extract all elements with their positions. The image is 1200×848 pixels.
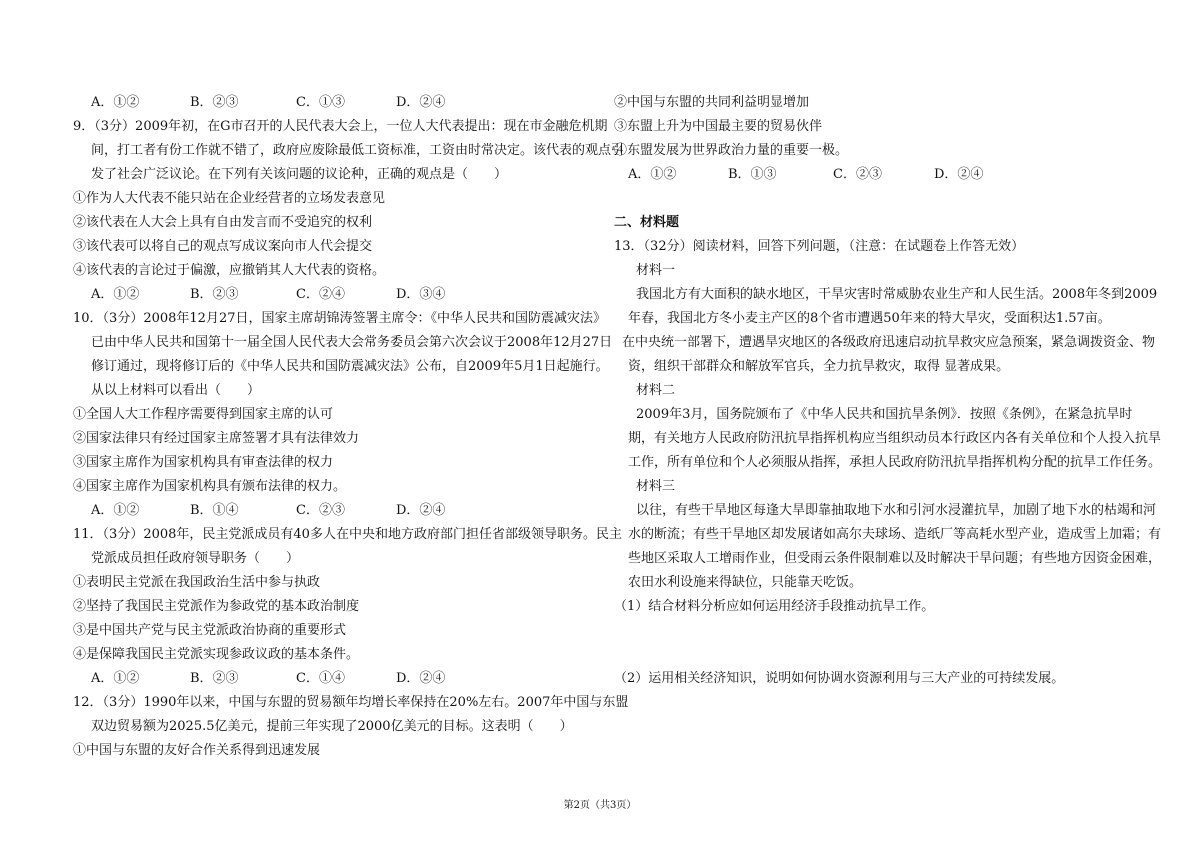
q10-stem-line: 修订通过，现将修订后的《中华人民共和国防震减灾法》公布，自2009年5月1日起施行。 <box>91 359 609 374</box>
q13-intro: 13．（32分）阅读材料，回答下列问题，（注意：在试题卷上作答无效） <box>614 239 1025 254</box>
material-3-line: 以往，有些干旱地区每逢大旱即靠抽取地下水和引河水浸灌抗旱，加剧了地下水的枯竭和河 <box>636 503 1157 518</box>
q10-option-b: B．①④ <box>190 503 239 518</box>
q11-item: ③是中国共产党与民主党派政治协商的重要形式 <box>73 623 347 638</box>
q9-item: ④该代表的言论过于偏激，应撤销其人大代表的资格。 <box>73 263 386 278</box>
q10-stem-line: 从以上材料可以看出（ ） <box>91 383 261 398</box>
q12-option-d: D．②④ <box>934 167 984 182</box>
q10-item: ②国家法律只有经过国家主席签署才具有法律效力 <box>73 431 360 446</box>
q12-item: ②中国与东盟的共同利益明显增加 <box>614 95 810 110</box>
q10-item: ④国家主席作为国家机构具有颁布法律的权力。 <box>73 479 347 494</box>
material-1-line: 资，组织干部群众和解放军官兵，全力抗旱救灾，取得 显著成果。 <box>628 359 1010 374</box>
q12-option-a: A．①② <box>628 167 677 182</box>
material-1-line: 在中央统一部署下，遭遇旱灾地区的各级政府迅速启动抗旱救灾应急预案，紧急调拨资金、物 <box>622 335 1156 350</box>
material-2-line: 期，有关地方人民政府防汛抗旱指挥机构应当组织动员本行政区内各有关单位和个人投入抗旱 <box>628 431 1162 446</box>
q9-option-a: A．①② <box>91 287 140 302</box>
material-1-line: 我国北方有大面积的缺水地区，干旱灾害时常威胁农业生产和人民生活。2008年冬到2009 <box>636 287 1158 302</box>
section-title: 二、材料题 <box>614 215 680 230</box>
material-1-line: 年春，我国北方冬小麦主产区的8个省市遭遇50年来的特大旱灾，受面积达1.57亩。 <box>628 311 1111 326</box>
q12-option-b: B．①③ <box>728 167 777 182</box>
q11-option-c: C．①④ <box>296 671 345 686</box>
q9-option-c: C．②④ <box>296 287 345 302</box>
material-3-title: 材料三 <box>636 479 676 494</box>
q11-stem-line: 党派成员担任政府领导职务（ ） <box>91 551 300 566</box>
q11-item: ②坚持了我国民主党派作为参政党的基本政治制度 <box>73 599 360 614</box>
q9-item: ②该代表在人大会上具有自由发言而不受追究的权利 <box>73 215 373 230</box>
q10-option-a: A．①② <box>91 503 140 518</box>
q9-stem-line: 9．（3分）2009年初，在G市召开的人民代表大会上，一位人大代表提出：现在市金融危机期 <box>73 119 608 134</box>
q12-item: ④东盟发展为世界政治力量的重要一极。 <box>614 143 849 158</box>
q13-sub-question-2: （2）运用相关经济知识，说明如何协调水资源利用与三大产业的可持续发展。 <box>614 671 1065 686</box>
q11-item: ①表明民主党派在我国政治生活中参与执政 <box>73 575 321 590</box>
q9-stem-line: 间，打工者有份工作就不错了，政府应废除最低工资标准，工资由时常决定。该代表的观点引 <box>91 143 625 158</box>
q9-option-b: B．②③ <box>190 287 239 302</box>
q12-item: ③东盟上升为中国最主要的贸易伙伴 <box>614 119 823 134</box>
q12-item: ①中国与东盟的友好合作关系得到迅速发展 <box>73 743 321 758</box>
q11-option-b: B．②③ <box>190 671 239 686</box>
q9-stem-line: 发了社会广泛议论。在下列有关该问题的议论种，正确的观点是（ ） <box>91 167 508 182</box>
q8-option-b: B．②③ <box>190 95 239 110</box>
material-3-line: 农田水利设施来得缺位，只能靠天吃饭。 <box>628 575 863 590</box>
q11-stem-line: 11．（3分）2008年，民主党派成员有40多人在中央和地方政府部门担任省部级领导职务。民主 <box>73 527 622 542</box>
material-3-line: 些地区采取人工增雨作业，但受雨云条件限制难以及时解决干旱问题；有些地方因资金困难， <box>628 551 1162 566</box>
q8-option-c: C．①③ <box>296 95 345 110</box>
material-2-line: 2009年3月，国务院颁布了《中华人民共和国抗旱条例》．按照《条例》，在紧急抗旱时 <box>636 407 1133 422</box>
material-1-title: 材料一 <box>636 263 676 278</box>
material-2-line: 工作，所有单位和个人必须服从指挥，承担人民政府防汛抗旱指挥机构分配的抗旱工作任务。 <box>628 455 1162 470</box>
q10-stem-line: 10．（3分）2008年12月27日，国家主席胡锦涛签署主席令：《中华人民共和国防震减灾法》 <box>73 311 606 326</box>
q10-option-d: D．②④ <box>396 503 446 518</box>
material-3-line: 水的断流；有些干旱地区却发展诸如高尔夫球场、造纸厂等高耗水型产业，造成雪上加霜；有 <box>628 527 1162 542</box>
q11-item: ④是保障我国民主党派实现参政议政的基本条件。 <box>73 647 360 662</box>
q10-stem-line: 已由中华人民共和国第十一届全国人民代表大会常务委员会第六次会议于2008年12月27日 <box>91 335 613 350</box>
q8-option-a: A．①② <box>91 95 140 110</box>
q11-option-a: A．①② <box>91 671 140 686</box>
q8-option-d: D．②④ <box>396 95 446 110</box>
q12-stem-line: 12．（3分）1990年以来，中国与东盟的贸易额年均增长率保持在20%左右。2007年中国与东盟 <box>73 695 629 710</box>
q10-item: ①全国人大工作程序需要得到国家主席的认可 <box>73 407 334 422</box>
q10-option-c: C．②③ <box>296 503 345 518</box>
material-2-title: 材料二 <box>636 383 676 398</box>
q13-sub-question-1: （1）结合材料分析应如何运用经济手段推动抗旱工作。 <box>614 599 935 614</box>
q10-item: ③国家主席作为国家机构具有审查法律的权力 <box>73 455 334 470</box>
q9-item: ③该代表可以将自己的观点写成议案向市人代会提交 <box>73 239 373 254</box>
page-footer: 第2页（共3页） <box>563 800 637 811</box>
q11-option-d: D．②④ <box>396 671 446 686</box>
q12-option-c: C．②③ <box>833 167 882 182</box>
q9-item: ①作为人大代表不能只站在企业经营者的立场发表意见 <box>73 191 386 206</box>
q9-option-d: D．③④ <box>396 287 446 302</box>
q12-stem-line: 双边贸易额为2025.5亿美元，提前三年实现了2000亿美元的目标。这表明（ ） <box>91 719 573 734</box>
